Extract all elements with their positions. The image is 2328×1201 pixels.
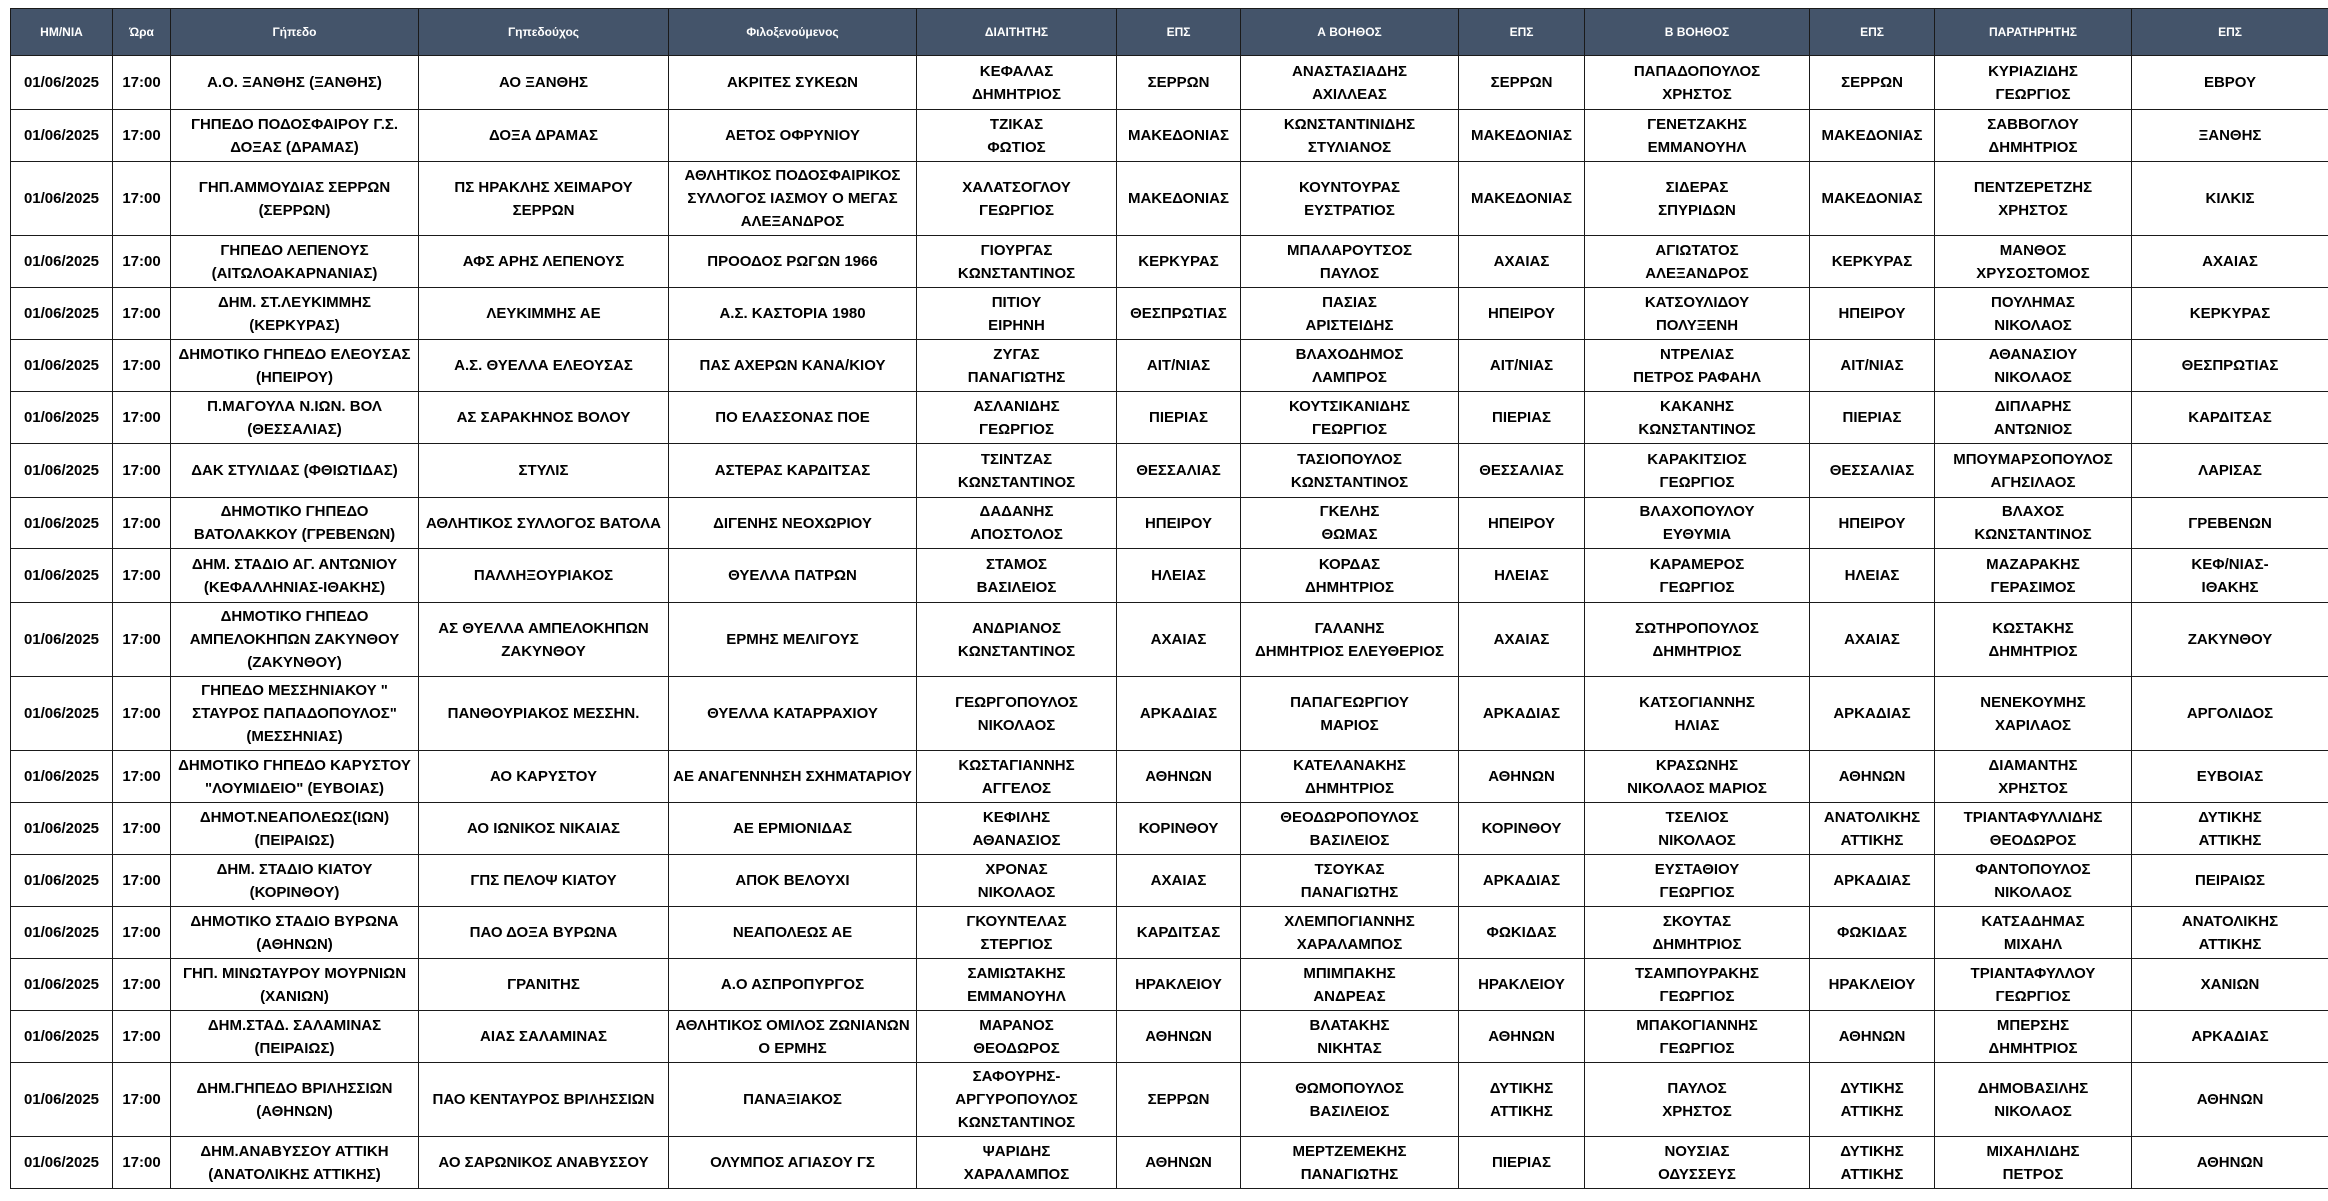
cell-observer: ΜΠΕΡΣΗΣ ΔΗΜΗΤΡΙΟΣ: [1935, 1011, 2132, 1063]
cell-assistant-b: ΤΣΑΜΠΟΥΡΑΚΗΣ ΓΕΩΡΓΙΟΣ: [1585, 959, 1810, 1011]
cell-time: 17:00: [113, 677, 171, 751]
cell-referee: ΨΑΡΙΔΗΣ ΧΑΡΑΛΑΜΠΟΣ: [917, 1137, 1117, 1189]
cell-home-team: ΑΟ ΣΑΡΩΝΙΚΟΣ ΑΝΑΒΥΣΣΟΥ: [419, 1137, 669, 1189]
cell-observer: ΜΑΝΘΟΣ ΧΡΥΣΟΣΤΟΜΟΣ: [1935, 236, 2132, 288]
cell-stadium: ΓΗΠΕΔΟ ΛΕΠΕΝΟΥΣ (ΑΙΤΩΛΟΑΚΑΡΝΑΝΙΑΣ): [171, 236, 419, 288]
cell-assistant-a-eps: ΠΙΕΡΙΑΣ: [1459, 1137, 1585, 1189]
cell-assistant-b-eps: ΗΡΑΚΛΕΙΟΥ: [1810, 959, 1935, 1011]
table-row: [11, 855, 2328, 907]
header-away-team: Φιλοξενούμενος: [669, 9, 917, 56]
cell-referee: ΣΑΦΟΥΡΗΣ-ΑΡΓΥΡΟΠΟΥΛΟΣ ΚΩΝΣΤΑΝΤΙΝΟΣ: [917, 1063, 1117, 1137]
cell-date: 01/06/2025: [11, 392, 113, 444]
cell-referee: ΚΩΣΤΑΓΙΑΝΝΗΣ ΑΓΓΕΛΟΣ: [917, 751, 1117, 803]
cell-time: 17:00: [113, 1011, 171, 1063]
cell-home-team: ΑΟ ΚΑΡΥΣΤΟΥ: [419, 751, 669, 803]
cell-referee-eps: ΜΑΚΕΔΟΝΙΑΣ: [1117, 162, 1241, 236]
cell-referee: ΖΥΓΑΣ ΠΑΝΑΓΙΩΤΗΣ: [917, 340, 1117, 392]
cell-assistant-a-eps: ΗΠΕΙΡΟΥ: [1459, 288, 1585, 340]
cell-home-team: ΠΑΟ ΚΕΝΤΑΥΡΟΣ ΒΡΙΛΗΣΣΙΩΝ: [419, 1063, 669, 1137]
cell-referee: ΑΣΛΑΝΙΔΗΣ ΓΕΩΡΓΙΟΣ: [917, 392, 1117, 444]
cell-date: 01/06/2025: [11, 907, 113, 959]
cell-stadium: ΔΗΜΟΤ.ΝΕΑΠΟΛΕΩΣ(ΙΩΝ) (ΠΕΙΡΑΙΩΣ): [171, 803, 419, 855]
cell-observer-eps: ΑΧΑΙΑΣ: [2132, 236, 2328, 288]
cell-date: 01/06/2025: [11, 498, 113, 549]
cell-observer-eps: ΖΑΚΥΝΘΟΥ: [2132, 603, 2328, 677]
cell-away-team: ΘΥΕΛΛΑ ΚΑΤΑΡΡΑΧΙΟΥ: [669, 677, 917, 751]
cell-referee-eps: ΑΘΗΝΩΝ: [1117, 1137, 1241, 1189]
cell-away-team: ΑΣΤΕΡΑΣ ΚΑΡΔΙΤΣΑΣ: [669, 444, 917, 498]
cell-assistant-b: ΤΣΕΛΙΟΣ ΝΙΚΟΛΑΟΣ: [1585, 803, 1810, 855]
cell-observer-eps: ΑΡΓΟΛΙΔΟΣ: [2132, 677, 2328, 751]
cell-assistant-b-eps: ΚΕΡΚΥΡΑΣ: [1810, 236, 1935, 288]
cell-assistant-a: ΤΑΣΙΟΠΟΥΛΟΣ ΚΩΝΣΤΑΝΤΙΝΟΣ: [1241, 444, 1459, 498]
referee-assignments-table: [10, 8, 2328, 1189]
cell-observer-eps: ΑΡΚΑΔΙΑΣ: [2132, 1011, 2328, 1063]
cell-observer-eps: ΚΕΦ/ΝΙΑΣ- ΙΘΑΚΗΣ: [2132, 549, 2328, 603]
table-row: [11, 392, 2328, 444]
cell-time: 17:00: [113, 288, 171, 340]
table-row: [11, 803, 2328, 855]
cell-stadium: ΓΗΠΕΔΟ ΜΕΣΣΗΝΙΑΚΟΥ " ΣΤΑΥΡΟΣ ΠΑΠΑΔΟΠΟΥΛΟΣ" (ΜΕΣΣΗΝΙΑΣ): [171, 677, 419, 751]
cell-referee: ΔΑΔΑΝΗΣ ΑΠΟΣΤΟΛΟΣ: [917, 498, 1117, 549]
cell-assistant-a-eps: ΜΑΚΕΔΟΝΙΑΣ: [1459, 110, 1585, 162]
cell-home-team: ΠΣ ΗΡΑΚΛΗΣ ΧΕΙΜΑΡΟΥ ΣΕΡΡΩΝ: [419, 162, 669, 236]
cell-observer: ΝΕΝΕΚΟΥΜΗΣ ΧΑΡΙΛΑΟΣ: [1935, 677, 2132, 751]
cell-assistant-a: ΒΛΑΤΑΚΗΣ ΝΙΚΗΤΑΣ: [1241, 1011, 1459, 1063]
cell-observer-eps: ΞΑΝΘΗΣ: [2132, 110, 2328, 162]
cell-assistant-a-eps: ΦΩΚΙΔΑΣ: [1459, 907, 1585, 959]
cell-assistant-a-eps: ΑΙΤ/ΝΙΑΣ: [1459, 340, 1585, 392]
cell-date: 01/06/2025: [11, 444, 113, 498]
cell-home-team: Α.Σ. ΘΥΕΛΛΑ ΕΛΕΟΥΣΑΣ: [419, 340, 669, 392]
cell-observer: ΔΙΑΜΑΝΤΗΣ ΧΡΗΣΤΟΣ: [1935, 751, 2132, 803]
cell-referee: ΧΡΟΝΑΣ ΝΙΚΟΛΑΟΣ: [917, 855, 1117, 907]
cell-time: 17:00: [113, 162, 171, 236]
cell-assistant-a-eps: ΑΧΑΙΑΣ: [1459, 236, 1585, 288]
cell-assistant-b-eps: ΜΑΚΕΔΟΝΙΑΣ: [1810, 162, 1935, 236]
cell-assistant-b: ΝΤΡΕΛΙΑΣ ΠΕΤΡΟΣ ΡΑΦΑΗΛ: [1585, 340, 1810, 392]
header-referee: ΔΙΑΙΤΗΤΗΣ: [917, 9, 1117, 56]
cell-assistant-b-eps: ΗΛΕΙΑΣ: [1810, 549, 1935, 603]
cell-referee-eps: ΗΡΑΚΛΕΙΟΥ: [1117, 959, 1241, 1011]
cell-assistant-b: ΚΑΡΑΚΙΤΣΙΟΣ ΓΕΩΡΓΙΟΣ: [1585, 444, 1810, 498]
cell-assistant-b-eps: ΑΡΚΑΔΙΑΣ: [1810, 855, 1935, 907]
header-time: Ώρα: [113, 9, 171, 56]
cell-assistant-a: ΚΩΝΣΤΑΝΤΙΝΙΔΗΣ ΣΤΥΛΙΑΝΟΣ: [1241, 110, 1459, 162]
cell-stadium: ΔΗΜΟΤΙΚΟ ΓΗΠΕΔΟ ΕΛΕΟΥΣΑΣ (ΗΠΕΙΡΟΥ): [171, 340, 419, 392]
cell-home-team: ΑΣ ΣΑΡΑΚΗΝΟΣ ΒΟΛΟΥ: [419, 392, 669, 444]
table-row: [11, 162, 2328, 236]
cell-assistant-a-eps: ΣΕΡΡΩΝ: [1459, 56, 1585, 110]
cell-observer: ΒΛΑΧΟΣ ΚΩΝΣΤΑΝΤΙΝΟΣ: [1935, 498, 2132, 549]
cell-assistant-b-eps: ΔΥΤΙΚΗΣ ΑΤΤΙΚΗΣ: [1810, 1063, 1935, 1137]
cell-home-team: ΓΡΑΝΙΤΗΣ: [419, 959, 669, 1011]
cell-referee: ΑΝΔΡΙΑΝΟΣ ΚΩΝΣΤΑΝΤΙΝΟΣ: [917, 603, 1117, 677]
cell-away-team: ΝΕΑΠΟΛΕΩΣ ΑΕ: [669, 907, 917, 959]
cell-observer: ΚΑΤΣΑΔΗΜΑΣ ΜΙΧΑΗΛ: [1935, 907, 2132, 959]
cell-away-team: ΕΡΜΗΣ ΜΕΛΙΓΟΥΣ: [669, 603, 917, 677]
cell-assistant-a-eps: ΑΡΚΑΔΙΑΣ: [1459, 677, 1585, 751]
table-row: [11, 1063, 2328, 1137]
cell-referee: ΤΣΙΝΤΖΑΣ ΚΩΝΣΤΑΝΤΙΝΟΣ: [917, 444, 1117, 498]
cell-referee: ΓΙΟΥΡΓΑΣ ΚΩΝΣΤΑΝΤΙΝΟΣ: [917, 236, 1117, 288]
cell-home-team: ΣΤΥΛΙΣ: [419, 444, 669, 498]
cell-stadium: Π.ΜΑΓΟΥΛΑ Ν.ΙΩΝ. ΒΟΛ (ΘΕΣΣΑΛΙΑΣ): [171, 392, 419, 444]
cell-assistant-b-eps: ΠΙΕΡΙΑΣ: [1810, 392, 1935, 444]
cell-assistant-a: ΓΚΕΛΗΣ ΘΩΜΑΣ: [1241, 498, 1459, 549]
cell-stadium: ΓΗΠ. ΜΙΝΩΤΑΥΡΟΥ ΜΟΥΡΝΙΩΝ (ΧΑΝΙΩΝ): [171, 959, 419, 1011]
table-row: [11, 56, 2328, 110]
table-row: [11, 288, 2328, 340]
cell-observer: ΠΕΝΤΖΕΡΕΤΖΗΣ ΧΡΗΣΤΟΣ: [1935, 162, 2132, 236]
cell-referee: ΓΚΟΥΝΤΕΛΑΣ ΣΤΕΡΓΙΟΣ: [917, 907, 1117, 959]
cell-assistant-a: ΚΟΥΤΣΙΚΑΝΙΔΗΣ ΓΕΩΡΓΙΟΣ: [1241, 392, 1459, 444]
cell-referee-eps: ΣΕΡΡΩΝ: [1117, 56, 1241, 110]
cell-observer-eps: ΑΘΗΝΩΝ: [2132, 1137, 2328, 1189]
cell-date: 01/06/2025: [11, 1137, 113, 1189]
cell-time: 17:00: [113, 603, 171, 677]
cell-observer: ΤΡΙΑΝΤΑΦΥΛΛΟΥ ΓΕΩΡΓΙΟΣ: [1935, 959, 2132, 1011]
cell-stadium: ΔΗΜΟΤΙΚΟ ΣΤΑΔΙΟ ΒΥΡΩΝΑ (ΑΘΗΝΩΝ): [171, 907, 419, 959]
cell-assistant-b-eps: ΦΩΚΙΔΑΣ: [1810, 907, 1935, 959]
cell-assistant-b-eps: ΑΘΗΝΩΝ: [1810, 1011, 1935, 1063]
cell-stadium: ΔΗΜΟΤΙΚΟ ΓΗΠΕΔΟ ΑΜΠΕΛΟΚΗΠΩΝ ΖΑΚΥΝΘΟΥ (ΖΑΚΥΝΘΟΥ): [171, 603, 419, 677]
table-row: [11, 959, 2328, 1011]
cell-home-team: ΛΕΥΚΙΜΜΗΣ ΑΕ: [419, 288, 669, 340]
cell-assistant-b: ΝΟΥΣΙΑΣ ΟΔΥΣΣΕΥΣ: [1585, 1137, 1810, 1189]
cell-date: 01/06/2025: [11, 236, 113, 288]
cell-observer-eps: ΑΝΑΤΟΛΙΚΗΣ ΑΤΤΙΚΗΣ: [2132, 907, 2328, 959]
cell-assistant-a-eps: ΗΠΕΙΡΟΥ: [1459, 498, 1585, 549]
cell-referee-eps: ΠΙΕΡΙΑΣ: [1117, 392, 1241, 444]
cell-assistant-b-eps: ΑΧΑΙΑΣ: [1810, 603, 1935, 677]
cell-time: 17:00: [113, 498, 171, 549]
cell-date: 01/06/2025: [11, 110, 113, 162]
header-home-team: Γηπεδούχος: [419, 9, 669, 56]
cell-assistant-b: ΠΑΠΑΔΟΠΟΥΛΟΣ ΧΡΗΣΤΟΣ: [1585, 56, 1810, 110]
cell-time: 17:00: [113, 56, 171, 110]
cell-assistant-a-eps: ΜΑΚΕΔΟΝΙΑΣ: [1459, 162, 1585, 236]
header-stadium: Γήπεδο: [171, 9, 419, 56]
header-row: [11, 9, 2328, 56]
cell-stadium: ΔΗΜΟΤΙΚΟ ΓΗΠΕΔΟ ΒΑΤΟΛΑΚΚΟΥ (ΓΡΕΒΕΝΩΝ): [171, 498, 419, 549]
cell-assistant-a: ΠΑΠΑΓΕΩΡΓΙΟΥ ΜΑΡΙΟΣ: [1241, 677, 1459, 751]
cell-home-team: ΑΣ ΘΥΕΛΛΑ ΑΜΠΕΛΟΚΗΠΩΝ ΖΑΚΥΝΘΟΥ: [419, 603, 669, 677]
cell-assistant-a: ΓΑΛΑΝΗΣ ΔΗΜΗΤΡΙΟΣ ΕΛΕΥΘΕΡΙΟΣ: [1241, 603, 1459, 677]
cell-away-team: Α.Σ. ΚΑΣΤΟΡΙΑ 1980: [669, 288, 917, 340]
cell-assistant-b-eps: ΜΑΚΕΔΟΝΙΑΣ: [1810, 110, 1935, 162]
cell-assistant-a-eps: ΔΥΤΙΚΗΣ ΑΤΤΙΚΗΣ: [1459, 1063, 1585, 1137]
cell-home-team: ΠΑΝΘΟΥΡΙΑΚΟΣ ΜΕΣΣΗΝ.: [419, 677, 669, 751]
cell-referee: ΧΑΛΑΤΣΟΓΛΟΥ ΓΕΩΡΓΙΟΣ: [917, 162, 1117, 236]
cell-observer: ΠΟΥΛΗΜΑΣ ΝΙΚΟΛΑΟΣ: [1935, 288, 2132, 340]
cell-time: 17:00: [113, 444, 171, 498]
cell-assistant-b-eps: ΑΝΑΤΟΛΙΚΗΣ ΑΤΤΙΚΗΣ: [1810, 803, 1935, 855]
table-row: [11, 236, 2328, 288]
cell-assistant-b: ΚΑΡΑΜΕΡΟΣ ΓΕΩΡΓΙΟΣ: [1585, 549, 1810, 603]
cell-observer-eps: ΚΙΛΚΙΣ: [2132, 162, 2328, 236]
cell-assistant-b-eps: ΗΠΕΙΡΟΥ: [1810, 288, 1935, 340]
cell-away-team: ΠΑΣ ΑΧΕΡΩΝ ΚΑΝΑ/ΚΙΟΥ: [669, 340, 917, 392]
table-row: [11, 110, 2328, 162]
cell-assistant-b: ΚΡΑΣΩΝΗΣ ΝΙΚΟΛΑΟΣ ΜΑΡΙΟΣ: [1585, 751, 1810, 803]
cell-time: 17:00: [113, 340, 171, 392]
cell-assistant-b-eps: ΑΘΗΝΩΝ: [1810, 751, 1935, 803]
cell-assistant-a: ΚΟΡΔΑΣ ΔΗΜΗΤΡΙΟΣ: [1241, 549, 1459, 603]
cell-stadium: Α.Ο. ΞΑΝΘΗΣ (ΞΑΝΘΗΣ): [171, 56, 419, 110]
cell-date: 01/06/2025: [11, 549, 113, 603]
cell-assistant-b-eps: ΣΕΡΡΩΝ: [1810, 56, 1935, 110]
cell-assistant-a: ΜΕΡΤΖΕΜΕΚΗΣ ΠΑΝΑΓΙΩΤΗΣ: [1241, 1137, 1459, 1189]
cell-referee-eps: ΑΘΗΝΩΝ: [1117, 751, 1241, 803]
cell-away-team: ΑΚΡΙΤΕΣ ΣΥΚΕΩΝ: [669, 56, 917, 110]
cell-assistant-a-eps: ΑΘΗΝΩΝ: [1459, 1011, 1585, 1063]
cell-observer: ΤΡΙΑΝΤΑΦΥΛΛΙΔΗΣ ΘΕΟΔΩΡΟΣ: [1935, 803, 2132, 855]
cell-assistant-a-eps: ΠΙΕΡΙΑΣ: [1459, 392, 1585, 444]
cell-referee-eps: ΣΕΡΡΩΝ: [1117, 1063, 1241, 1137]
cell-assistant-a: ΘΕΟΔΩΡΟΠΟΥΛΟΣ ΒΑΣΙΛΕΙΟΣ: [1241, 803, 1459, 855]
table-row: [11, 751, 2328, 803]
cell-observer: ΜΠΟΥΜΑΡΣΟΠΟΥΛΟΣ ΑΓΗΣΙΛΑΟΣ: [1935, 444, 2132, 498]
cell-referee: ΚΕΦΑΛΑΣ ΔΗΜΗΤΡΙΟΣ: [917, 56, 1117, 110]
cell-date: 01/06/2025: [11, 162, 113, 236]
cell-assistant-b: ΚΑΤΣΟΓΙΑΝΝΗΣ ΗΛΙΑΣ: [1585, 677, 1810, 751]
cell-assistant-b-eps: ΑΙΤ/ΝΙΑΣ: [1810, 340, 1935, 392]
cell-assistant-a-eps: ΘΕΣΣΑΛΙΑΣ: [1459, 444, 1585, 498]
table-row: [11, 1011, 2328, 1063]
cell-stadium: ΔΑΚ ΣΤΥΛΙΔΑΣ (ΦΘΙΩΤΙΔΑΣ): [171, 444, 419, 498]
cell-time: 17:00: [113, 1063, 171, 1137]
cell-assistant-a: ΤΣΟΥΚΑΣ ΠΑΝΑΓΙΩΤΗΣ: [1241, 855, 1459, 907]
cell-observer-eps: ΑΘΗΝΩΝ: [2132, 1063, 2328, 1137]
cell-away-team: ΠΡΟΟΔΟΣ ΡΩΓΩΝ 1966: [669, 236, 917, 288]
cell-assistant-a: ΚΑΤΕΛΑΝΑΚΗΣ ΔΗΜΗΤΡΙΟΣ: [1241, 751, 1459, 803]
cell-stadium: ΔΗΜ. ΣΤΑΔΙΟ ΑΓ. ΑΝΤΩΝΙΟΥ (ΚΕΦΑΛΛΗΝΙΑΣ-ΙΘΑΚΗΣ): [171, 549, 419, 603]
cell-assistant-b: ΣΚΟΥΤΑΣ ΔΗΜΗΤΡΙΟΣ: [1585, 907, 1810, 959]
cell-referee: ΣΤΑΜΟΣ ΒΑΣΙΛΕΙΟΣ: [917, 549, 1117, 603]
cell-assistant-b: ΒΛΑΧΟΠΟΥΛΟΥ ΕΥΘΥΜΙΑ: [1585, 498, 1810, 549]
cell-time: 17:00: [113, 1137, 171, 1189]
table-row: [11, 677, 2328, 751]
cell-observer-eps: ΚΕΡΚΥΡΑΣ: [2132, 288, 2328, 340]
cell-time: 17:00: [113, 392, 171, 444]
cell-home-team: ΑΟ ΙΩΝΙΚΟΣ ΝΙΚΑΙΑΣ: [419, 803, 669, 855]
cell-date: 01/06/2025: [11, 1063, 113, 1137]
cell-date: 01/06/2025: [11, 288, 113, 340]
cell-observer: ΜΑΖΑΡΑΚΗΣ ΓΕΡΑΣΙΜΟΣ: [1935, 549, 2132, 603]
cell-observer: ΣΑΒΒΟΓΛΟΥ ΔΗΜΗΤΡΙΟΣ: [1935, 110, 2132, 162]
cell-away-team: ΑΕ ΑΝΑΓΕΝΝΗΣΗ ΣΧΗΜΑΤΑΡΙΟΥ: [669, 751, 917, 803]
cell-referee: ΠΙΤΙΟΥ ΕΙΡΗΝΗ: [917, 288, 1117, 340]
cell-home-team: ΓΠΣ ΠΕΛΟΨ ΚΙΑΤΟΥ: [419, 855, 669, 907]
table-body: [11, 56, 2328, 1189]
cell-referee-eps: ΗΛΕΙΑΣ: [1117, 549, 1241, 603]
cell-assistant-a-eps: ΑΡΚΑΔΙΑΣ: [1459, 855, 1585, 907]
cell-referee-eps: ΑΙΤ/ΝΙΑΣ: [1117, 340, 1241, 392]
cell-time: 17:00: [113, 549, 171, 603]
table-row: [11, 444, 2328, 498]
cell-date: 01/06/2025: [11, 340, 113, 392]
cell-observer-eps: ΠΕΙΡΑΙΩΣ: [2132, 855, 2328, 907]
cell-away-team: ΠΑΝΑΞΙΑΚΟΣ: [669, 1063, 917, 1137]
cell-observer-eps: ΕΥΒΟΙΑΣ: [2132, 751, 2328, 803]
header-assistant-a-eps: ΕΠΣ: [1459, 9, 1585, 56]
cell-referee-eps: ΑΘΗΝΩΝ: [1117, 1011, 1241, 1063]
table-row: [11, 340, 2328, 392]
cell-observer: ΚΥΡΙΑΖΙΔΗΣ ΓΕΩΡΓΙΟΣ: [1935, 56, 2132, 110]
cell-stadium: ΓΗΠΕΔΟ ΠΟΔΟΣΦΑΙΡΟΥ Γ.Σ. ΔΟΞΑΣ (ΔΡΑΜΑΣ): [171, 110, 419, 162]
cell-referee-eps: ΚΟΡΙΝΘΟΥ: [1117, 803, 1241, 855]
cell-assistant-b: ΠΑΥΛΟΣ ΧΡΗΣΤΟΣ: [1585, 1063, 1810, 1137]
cell-referee-eps: ΚΑΡΔΙΤΣΑΣ: [1117, 907, 1241, 959]
cell-observer-eps: ΓΡΕΒΕΝΩΝ: [2132, 498, 2328, 549]
cell-observer-eps: ΘΕΣΠΡΩΤΙΑΣ: [2132, 340, 2328, 392]
cell-assistant-b: ΣΙΔΕΡΑΣ ΣΠΥΡΙΔΩΝ: [1585, 162, 1810, 236]
cell-date: 01/06/2025: [11, 855, 113, 907]
header-referee-eps: ΕΠΣ: [1117, 9, 1241, 56]
cell-observer: ΦΑΝΤΟΠΟΥΛΟΣ ΝΙΚΟΛΑΟΣ: [1935, 855, 2132, 907]
cell-assistant-a-eps: ΚΟΡΙΝΘΟΥ: [1459, 803, 1585, 855]
cell-assistant-b: ΜΠΑΚΟΓΙΑΝΝΗΣ ΓΕΩΡΓΙΟΣ: [1585, 1011, 1810, 1063]
table-row: [11, 1137, 2328, 1189]
cell-assistant-b-eps: ΔΥΤΙΚΗΣ ΑΤΤΙΚΗΣ: [1810, 1137, 1935, 1189]
table-row: [11, 498, 2328, 549]
cell-assistant-b: ΚΑΤΣΟΥΛΙΔΟΥ ΠΟΛΥΞΕΝΗ: [1585, 288, 1810, 340]
cell-assistant-b: ΣΩΤΗΡΟΠΟΥΛΟΣ ΔΗΜΗΤΡΙΟΣ: [1585, 603, 1810, 677]
cell-assistant-a: ΒΛΑΧΟΔΗΜΟΣ ΛΑΜΠΡΟΣ: [1241, 340, 1459, 392]
cell-away-team: ΟΛΥΜΠΟΣ ΑΓΙΑΣΟΥ ΓΣ: [669, 1137, 917, 1189]
cell-referee-eps: ΑΧΑΙΑΣ: [1117, 603, 1241, 677]
cell-assistant-a: ΧΛΕΜΠΟΓΙΑΝΝΗΣ ΧΑΡΑΛΑΜΠΟΣ: [1241, 907, 1459, 959]
cell-home-team: ΑΘΛΗΤΙΚΟΣ ΣΥΛΛΟΓΟΣ ΒΑΤΟΛΑ: [419, 498, 669, 549]
cell-referee: ΤΖΙΚΑΣ ΦΩΤΙΟΣ: [917, 110, 1117, 162]
cell-referee-eps: ΘΕΣΣΑΛΙΑΣ: [1117, 444, 1241, 498]
cell-referee: ΚΕΦΙΛΗΣ ΑΘΑΝΑΣΙΟΣ: [917, 803, 1117, 855]
cell-observer: ΜΙΧΑΗΛΙΔΗΣ ΠΕΤΡΟΣ: [1935, 1137, 2132, 1189]
cell-referee: ΜΑΡΑΝΟΣ ΘΕΟΔΩΡΟΣ: [917, 1011, 1117, 1063]
cell-assistant-b-eps: ΘΕΣΣΑΛΙΑΣ: [1810, 444, 1935, 498]
table-row: [11, 603, 2328, 677]
cell-date: 01/06/2025: [11, 803, 113, 855]
cell-assistant-a-eps: ΗΛΕΙΑΣ: [1459, 549, 1585, 603]
cell-referee-eps: ΚΕΡΚΥΡΑΣ: [1117, 236, 1241, 288]
cell-observer-eps: ΛΑΡΙΣΑΣ: [2132, 444, 2328, 498]
header-assistant-b: Β ΒΟΗΘΟΣ: [1585, 9, 1810, 56]
cell-referee-eps: ΑΧΑΙΑΣ: [1117, 855, 1241, 907]
cell-stadium: ΔΗΜ. ΣΤΑΔΙΟ ΚΙΑΤΟΥ (ΚΟΡΙΝΘΟΥ): [171, 855, 419, 907]
cell-assistant-a: ΚΟΥΝΤΟΥΡΑΣ ΕΥΣΤΡΑΤΙΟΣ: [1241, 162, 1459, 236]
cell-time: 17:00: [113, 236, 171, 288]
cell-date: 01/06/2025: [11, 56, 113, 110]
cell-away-team: ΠΟ ΕΛΑΣΣΟΝΑΣ ΠΟΕ: [669, 392, 917, 444]
cell-stadium: ΔΗΜΟΤΙΚΟ ΓΗΠΕΔΟ ΚΑΡΥΣΤΟΥ "ΛΟΥΜΙΔΕΙΟ" (ΕΥΒΟΙΑΣ): [171, 751, 419, 803]
cell-home-team: ΑΟ ΞΑΝΘΗΣ: [419, 56, 669, 110]
cell-date: 01/06/2025: [11, 959, 113, 1011]
cell-observer-eps: ΕΒΡΟΥ: [2132, 56, 2328, 110]
cell-observer: ΚΩΣΤΑΚΗΣ ΔΗΜΗΤΡΙΟΣ: [1935, 603, 2132, 677]
header-observer-eps: ΕΠΣ: [2132, 9, 2328, 56]
header-observer: ΠΑΡΑΤΗΡΗΤΗΣ: [1935, 9, 2132, 56]
cell-away-team: Α.Ο ΑΣΠΡΟΠΥΡΓΟΣ: [669, 959, 917, 1011]
cell-assistant-b: ΓΕΝΕΤΖΑΚΗΣ ΕΜΜΑΝΟΥΗΛ: [1585, 110, 1810, 162]
cell-time: 17:00: [113, 959, 171, 1011]
cell-stadium: ΔΗΜ.ΣΤΑΔ. ΣΑΛΑΜΙΝΑΣ (ΠΕΙΡΑΙΩΣ): [171, 1011, 419, 1063]
cell-observer-eps: ΔΥΤΙΚΗΣ ΑΤΤΙΚΗΣ: [2132, 803, 2328, 855]
cell-assistant-a-eps: ΑΧΑΙΑΣ: [1459, 603, 1585, 677]
cell-referee: ΓΕΩΡΓΟΠΟΥΛΟΣ ΝΙΚΟΛΑΟΣ: [917, 677, 1117, 751]
cell-time: 17:00: [113, 803, 171, 855]
cell-assistant-b: ΕΥΣΤΑΘΙΟΥ ΓΕΩΡΓΙΟΣ: [1585, 855, 1810, 907]
cell-assistant-a: ΘΩΜΟΠΟΥΛΟΣ ΒΑΣΙΛΕΙΟΣ: [1241, 1063, 1459, 1137]
cell-time: 17:00: [113, 907, 171, 959]
cell-referee-eps: ΑΡΚΑΔΙΑΣ: [1117, 677, 1241, 751]
cell-assistant-a-eps: ΑΘΗΝΩΝ: [1459, 751, 1585, 803]
cell-home-team: ΑΙΑΣ ΣΑΛΑΜΙΝΑΣ: [419, 1011, 669, 1063]
cell-assistant-b-eps: ΑΡΚΑΔΙΑΣ: [1810, 677, 1935, 751]
cell-away-team: ΑΘΛΗΤΙΚΟΣ ΟΜΙΛΟΣ ΖΩΝΙΑΝΩΝ Ο ΕΡΜΗΣ: [669, 1011, 917, 1063]
cell-assistant-a: ΠΑΣΙΑΣ ΑΡΙΣΤΕΙΔΗΣ: [1241, 288, 1459, 340]
header-date: ΗΜ/ΝΙΑ: [11, 9, 113, 56]
cell-time: 17:00: [113, 110, 171, 162]
cell-observer: ΔΙΠΛΑΡΗΣ ΑΝΤΩΝΙΟΣ: [1935, 392, 2132, 444]
cell-time: 17:00: [113, 751, 171, 803]
cell-away-team: ΑΕ ΕΡΜΙΟΝΙΔΑΣ: [669, 803, 917, 855]
cell-assistant-a: ΜΠΑΛΑΡΟΥΤΣΟΣ ΠΑΥΛΟΣ: [1241, 236, 1459, 288]
cell-away-team: ΔΙΓΕΝΗΣ ΝΕΟΧΩΡΙΟΥ: [669, 498, 917, 549]
cell-away-team: ΘΥΕΛΛΑ ΠΑΤΡΩΝ: [669, 549, 917, 603]
cell-observer-eps: ΚΑΡΔΙΤΣΑΣ: [2132, 392, 2328, 444]
cell-observer: ΑΘΑΝΑΣΙΟΥ ΝΙΚΟΛΑΟΣ: [1935, 340, 2132, 392]
cell-date: 01/06/2025: [11, 1011, 113, 1063]
cell-referee-eps: ΗΠΕΙΡΟΥ: [1117, 498, 1241, 549]
cell-home-team: ΠΑΟ ΔΟΞΑ ΒΥΡΩΝΑ: [419, 907, 669, 959]
cell-referee-eps: ΘΕΣΠΡΩΤΙΑΣ: [1117, 288, 1241, 340]
cell-home-team: ΔΟΞΑ ΔΡΑΜΑΣ: [419, 110, 669, 162]
header-assistant-a: Α ΒΟΗΘΟΣ: [1241, 9, 1459, 56]
cell-date: 01/06/2025: [11, 751, 113, 803]
cell-stadium: ΓΗΠ.ΑΜΜΟΥΔΙΑΣ ΣΕΡΡΩΝ (ΣΕΡΡΩΝ): [171, 162, 419, 236]
cell-assistant-a: ΑΝΑΣΤΑΣΙΑΔΗΣ ΑΧΙΛΛΕΑΣ: [1241, 56, 1459, 110]
cell-observer-eps: ΧΑΝΙΩΝ: [2132, 959, 2328, 1011]
table-row: [11, 549, 2328, 603]
cell-referee: ΣΑΜΙΩΤΑΚΗΣ ΕΜΜΑΝΟΥΗΛ: [917, 959, 1117, 1011]
cell-time: 17:00: [113, 855, 171, 907]
cell-assistant-a-eps: ΗΡΑΚΛΕΙΟΥ: [1459, 959, 1585, 1011]
cell-away-team: ΑΕΤΟΣ ΟΦΡΥΝΙΟΥ: [669, 110, 917, 162]
cell-home-team: ΑΦΣ ΑΡΗΣ ΛΕΠΕΝΟΥΣ: [419, 236, 669, 288]
cell-home-team: ΠΑΛΛΗΞΟΥΡΙΑΚΟΣ: [419, 549, 669, 603]
header-assistant-b-eps: ΕΠΣ: [1810, 9, 1935, 56]
cell-referee-eps: ΜΑΚΕΔΟΝΙΑΣ: [1117, 110, 1241, 162]
cell-assistant-b: ΑΓΙΩΤΑΤΟΣ ΑΛΕΞΑΝΔΡΟΣ: [1585, 236, 1810, 288]
cell-assistant-b-eps: ΗΠΕΙΡΟΥ: [1810, 498, 1935, 549]
cell-away-team: ΑΘΛΗΤΙΚΟΣ ΠΟΔΟΣΦΑΙΡΙΚΟΣ ΣΥΛΛΟΓΟΣ ΙΑΣΜΟΥ Ο ΜΕΓΑΣ ΑΛΕΞΑΝΔΡΟΣ: [669, 162, 917, 236]
cell-date: 01/06/2025: [11, 677, 113, 751]
cell-observer: ΔΗΜΟΒΑΣΙΛΗΣ ΝΙΚΟΛΑΟΣ: [1935, 1063, 2132, 1137]
cell-assistant-a: ΜΠΙΜΠΑΚΗΣ ΑΝΔΡΕΑΣ: [1241, 959, 1459, 1011]
cell-stadium: ΔΗΜ.ΑΝΑΒΥΣΣΟΥ ΑΤΤΙΚΗ (ΑΝΑΤΟΛΙΚΗΣ ΑΤΤΙΚΗΣ): [171, 1137, 419, 1189]
cell-stadium: ΔΗΜ.ΓΗΠΕΔΟ ΒΡΙΛΗΣΣΙΩΝ (ΑΘΗΝΩΝ): [171, 1063, 419, 1137]
cell-stadium: ΔΗΜ. ΣΤ.ΛΕΥΚΙΜΜΗΣ (ΚΕΡΚΥΡΑΣ): [171, 288, 419, 340]
cell-date: 01/06/2025: [11, 603, 113, 677]
table-row: [11, 907, 2328, 959]
cell-assistant-b: ΚΑΚΑΝΗΣ ΚΩΝΣΤΑΝΤΙΝΟΣ: [1585, 392, 1810, 444]
cell-away-team: ΑΠΟΚ ΒΕΛΟΥΧΙ: [669, 855, 917, 907]
